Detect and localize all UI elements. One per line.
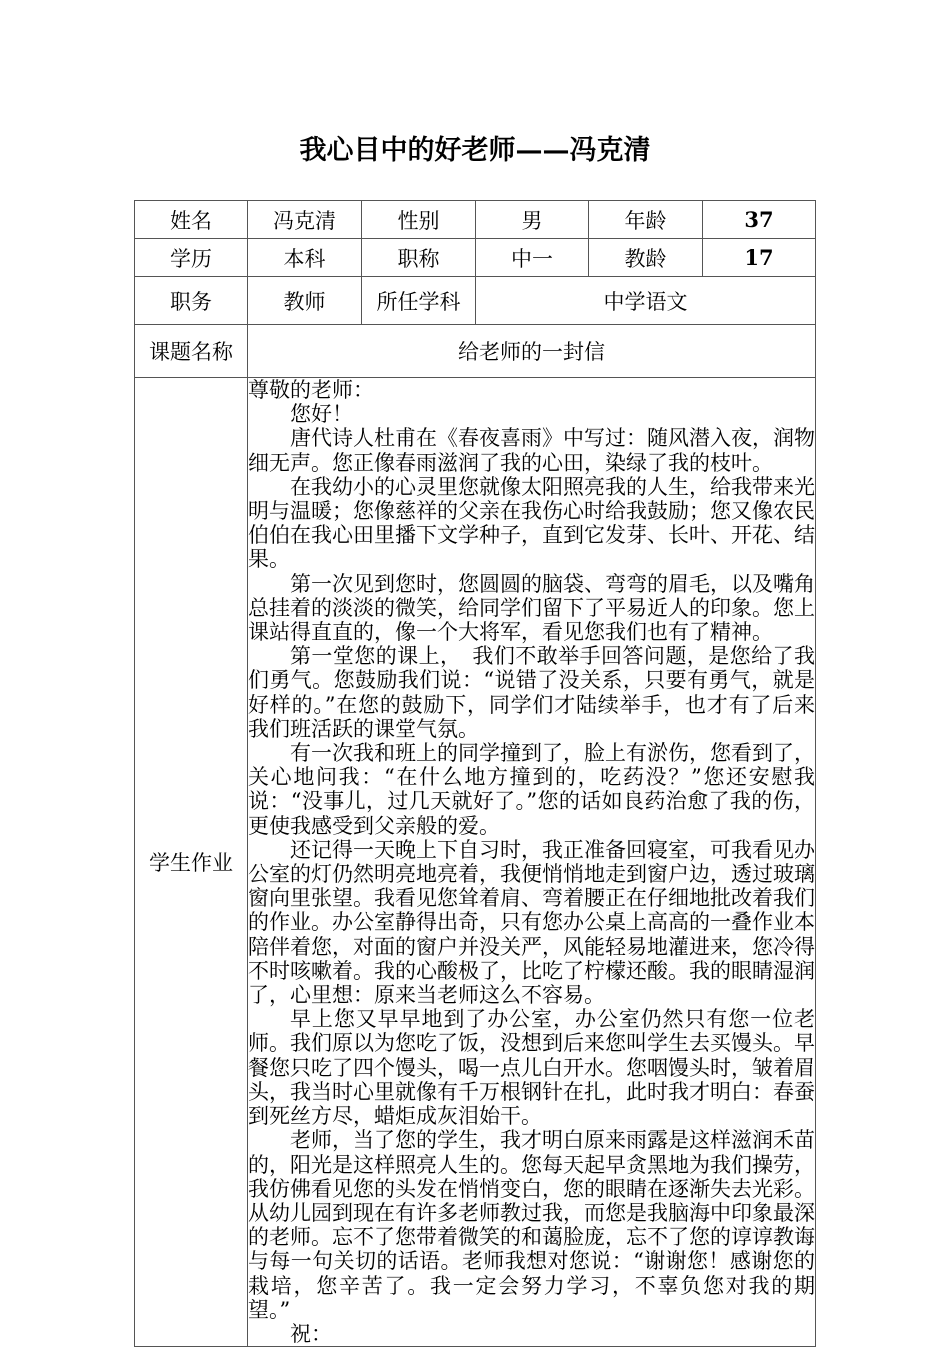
letter-paragraph: 早上您又早早地到了办公室，办公室仍然只有您一位老师。我们原以为您吃了饭，没想到后来您叫学生去买馒头。早餐您只吃了四个馒头，喝一点儿白开水。您咽馒头时，皱着眉头，我当时心里就像有千万根钢针在扎，此时我才明白：春蚕到死丝方尽，蜡炬成灰泪始干。 (248, 1007, 815, 1129)
gender-value: 男 (476, 201, 589, 239)
homework-label: 学生作业 (135, 378, 248, 1347)
table-row (135, 277, 816, 325)
table-row (135, 378, 816, 1347)
letter-paragraph: 有一次我和班上的同学撞到了，脸上有淤伤，您看到了，关心地问我：“在什么地方撞到的，吃药没？”您还安慰我说：“没事儿，过几天就好了。”您的话如良药治愈了我的伤，更使我感受到父亲般的爱。 (248, 741, 815, 838)
letter-salutation: 尊敬的老师： (248, 378, 374, 402)
letter-closing: 祝： (290, 1321, 332, 1346)
letter-paragraph: 您好！ (290, 402, 353, 427)
education-value: 本科 (248, 239, 362, 277)
teaching-years-label: 教龄 (589, 239, 703, 277)
position-value: 教师 (248, 277, 362, 325)
education-label: 学历 (135, 239, 248, 277)
page-title: 我心目中的好老师——冯克清 (299, 135, 651, 166)
subject-label: 所任学科 (362, 277, 476, 325)
letter-paragraph: 唐代诗人杜甫在《春夜喜雨》中写过：随风潜入夜，润物细无声。您正像春雨滋润了我的心田，染绿了我的枝叶。 (248, 426, 815, 475)
topic-label: 课题名称 (135, 325, 248, 378)
table-row (135, 325, 816, 378)
letter-paragraph: 第一堂您的课上， 我们不敢举手回答问题，是您给了我们勇气。您鼓励我们说：“说错了没关系，只要有勇气，就是好样的。”在您的鼓励下，同学们才陆续举手，也才有了后来我们班活跃的课堂气氛。 (248, 644, 815, 741)
name-label: 姓名 (135, 201, 248, 239)
age-label: 年龄 (589, 201, 703, 239)
topic-value: 给老师的一封信 (248, 325, 816, 378)
rank-value: 中一 (476, 239, 589, 277)
teaching-years-value: 17 (703, 239, 816, 277)
rank-label: 职称 (362, 239, 476, 277)
table-row (135, 239, 816, 277)
table-row (135, 201, 816, 239)
age-value: 37 (703, 201, 816, 239)
gender-label: 性别 (362, 201, 476, 239)
position-label: 职务 (135, 277, 248, 325)
subject-value: 中学语文 (476, 277, 816, 325)
letter-paragraph: 在我幼小的心灵里您就像太阳照亮我的人生，给我带来光明与温暖；您像慈祥的父亲在我伤心时给我鼓励；您又像农民伯伯在我心田里播下文学种子，直到它发芽、长叶、开花、结果。 (248, 474, 815, 572)
letter-paragraph: 第一次见到您时，您圆圆的脑袋、弯弯的眉毛，以及嘴角总挂着的淡淡的微笑，给同学们留下了平易近人的印象。您上课站得直直的，像一个大将军，看见您我们也有了精神。 (248, 571, 815, 645)
letter-body (248, 378, 816, 1347)
name-value: 冯克清 (248, 201, 362, 239)
letter-paragraph: 老师，当了您的学生，我才明白原来雨露是这样滋润禾苗的，阳光是这样照亮人生的。您每天起早贪黑地为我们操劳，我仿佛看见您的头发在悄悄变白，您的眼睛在逐渐失去光彩。从幼儿园到现在有许多老师教过我，而您是我脑海中印象最深的老师。忘不了您带着微笑的和蔼脸庞，忘不了您的谆谆教诲与每一句关切的话语。老师我想对您说：“谢谢您！感谢您的栽培，您辛苦了。我一定会努力学习，不辜负您对我的期望。” (248, 1128, 815, 1322)
teacher-info-table (134, 200, 816, 1347)
letter-paragraph: 还记得一天晚上下自习时，我正准备回寝室，可我看见办公室的灯仍然明亮地亮着，我便悄悄地走到窗户边，透过玻璃窗向里张望。我看见您耸着肩、弯着腰正在仔细地批改着我们的作业。办公室静得出奇，只有您办公桌上高高的一叠作业本陪伴着您，对面的窗户并没关严，风能轻易地灌进来，您冷得不时咳嗽着。我的心酸极了，比吃了柠檬还酸。我的眼睛湿润了，心里想：原来当老师这么不容易。 (248, 837, 815, 1008)
